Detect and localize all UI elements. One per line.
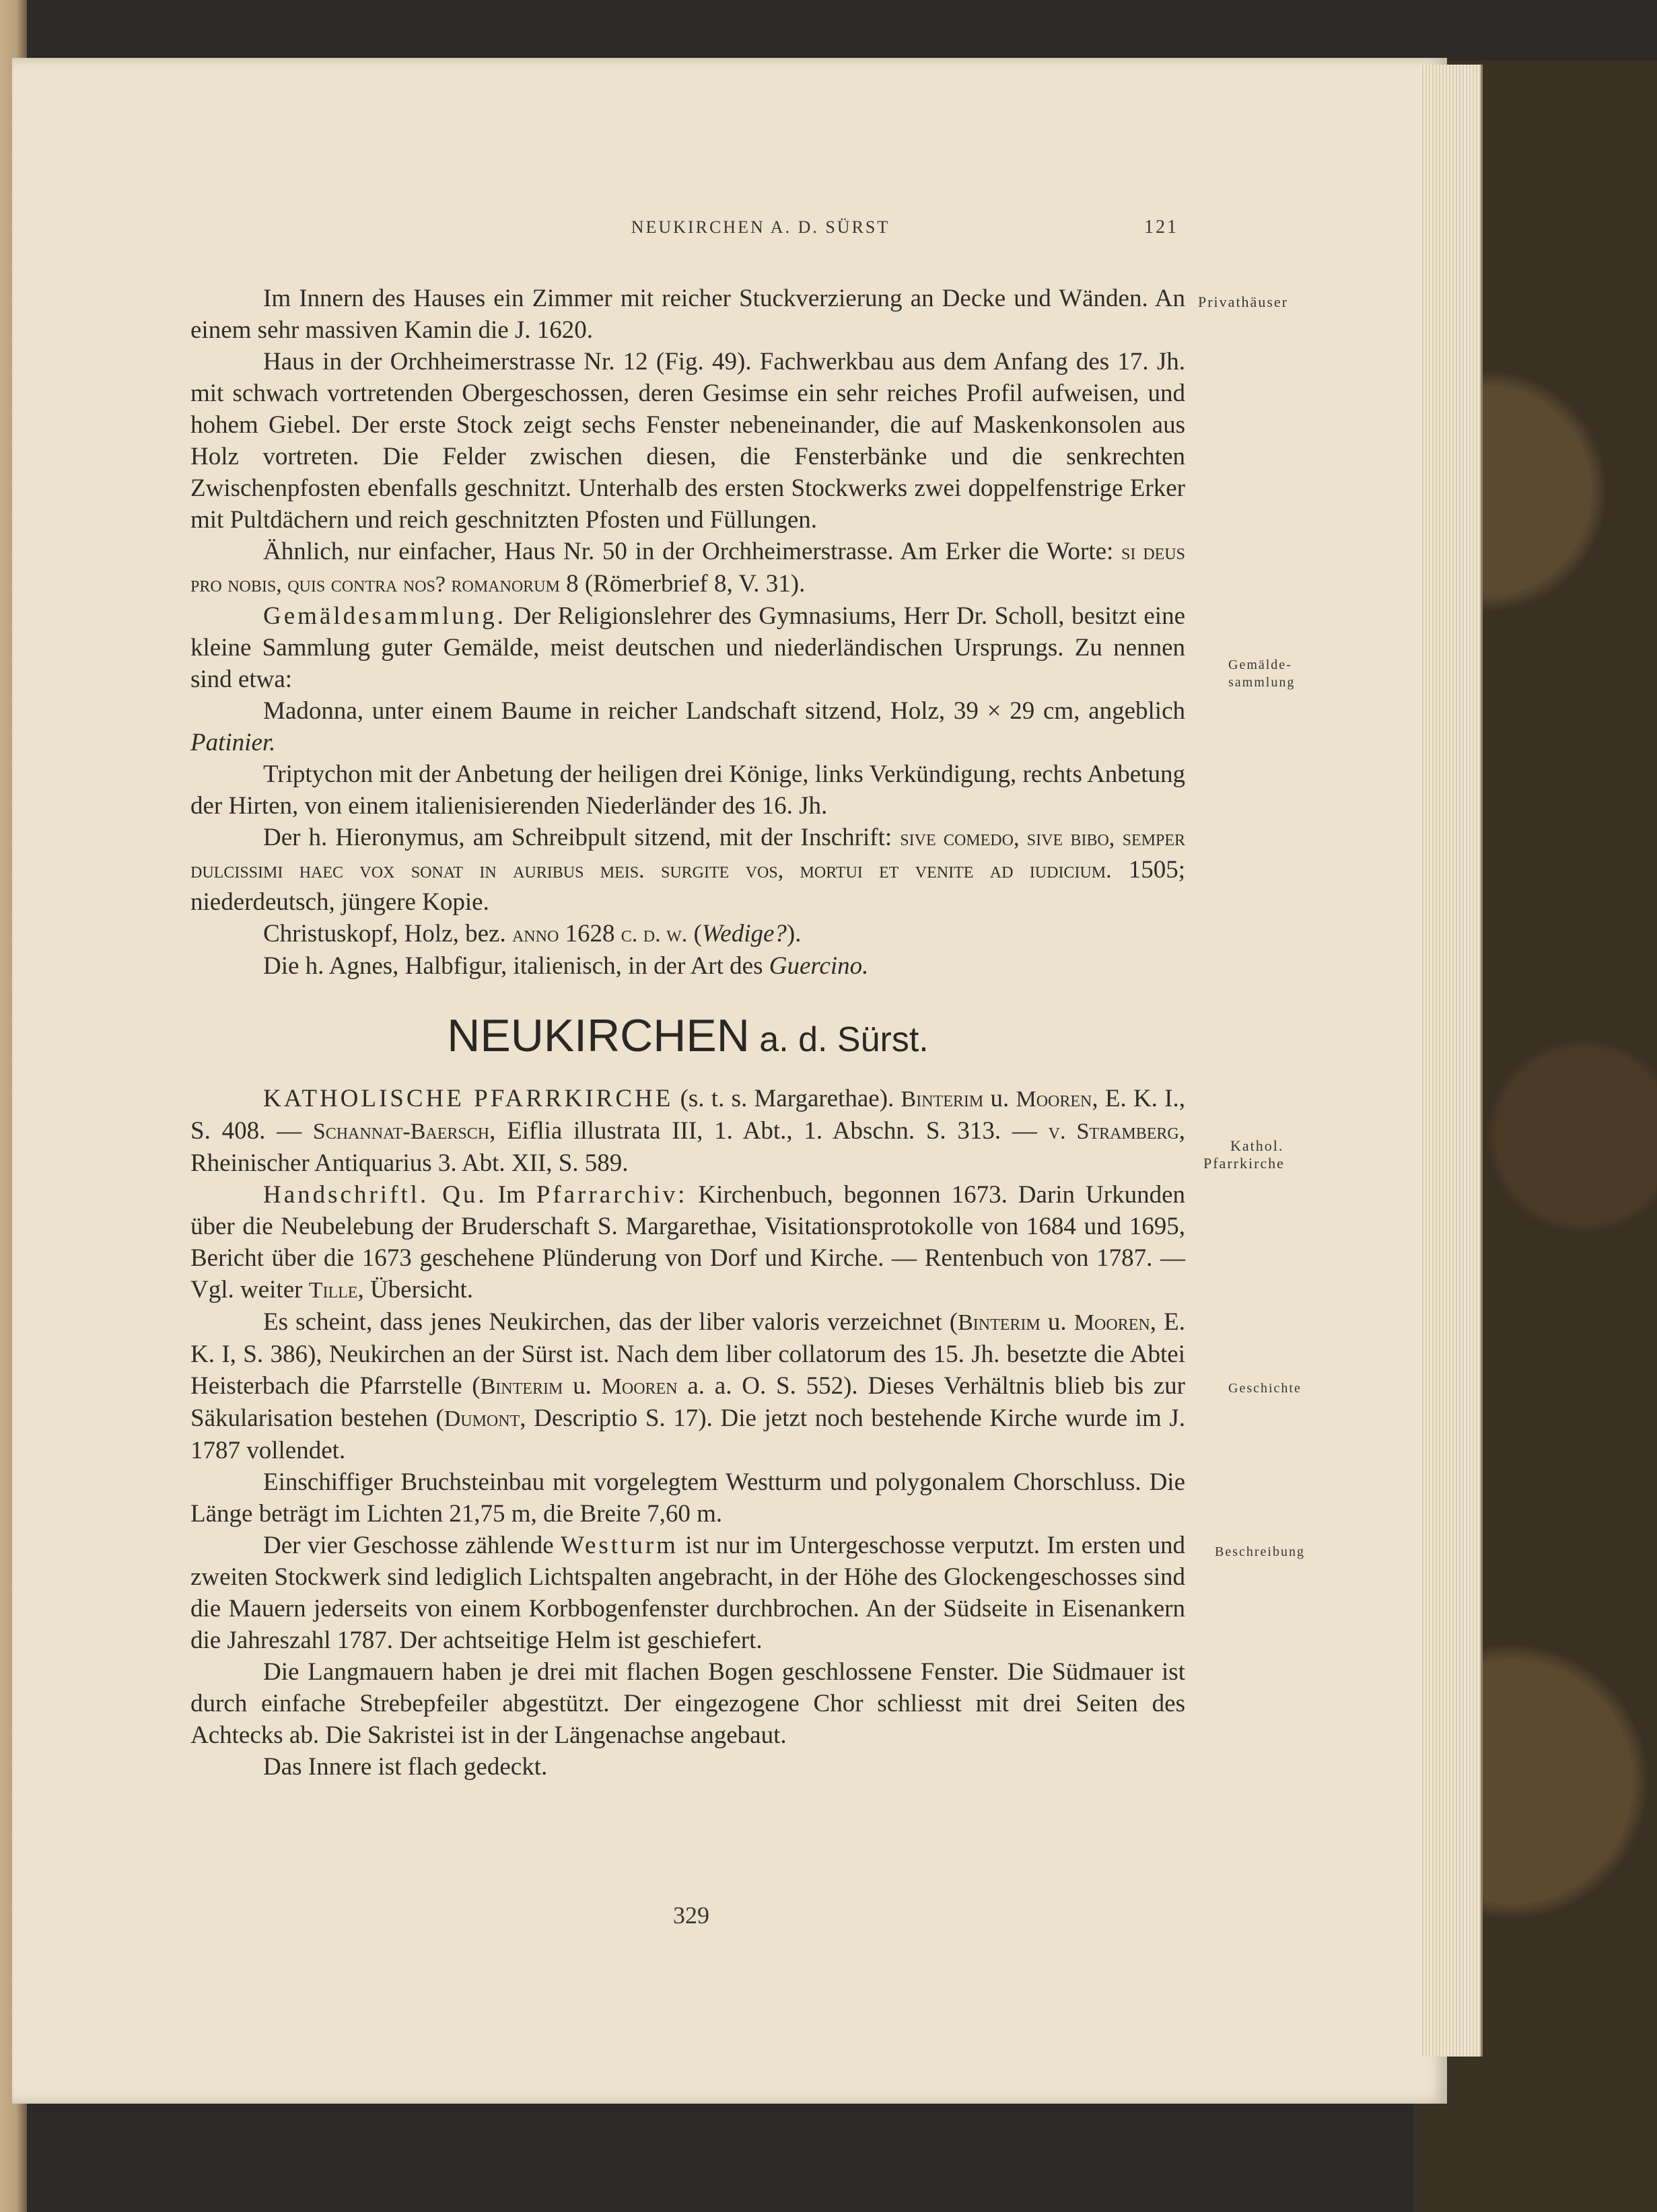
margin-note-beschreibung: Beschreibung	[1215, 1544, 1305, 1559]
page-body	[190, 283, 1185, 1783]
paragraph: Handschriftl. Qu. Im Pfarrarchiv: Kirchenbuch, begonnen 1673. Darin Urkunden über die Neubelebung der Bruderschaft S. Margarethae, Visitationsprotokolle von 1684 und 1695, Bericht über die 1673 geschehene Plünderung von Dorf und Kirche. — Rentenbuch von 1787. — Vgl. weiter Tille, Übersicht.	[190, 1181, 1185, 1304]
paragraph: Es scheint, dass jenes Neukirchen, das der liber valoris verzeichnet (Binterim u. Mooren, E. K. I, S. 386), Neukirchen an der Sürst ist. Nach dem liber collatorum des 15. Jh. besetzte die Abtei Heisterbach die Pfarrstelle (Binterim u. Mooren a. a. O. S. 552). Dieses Verhältnis blieb bis zur Säkularisation bestehen (Dumont, Descriptio S. 17). Die jetzt noch bestehende Kirche wurde im J. 1787 vollendet.	[190, 1308, 1186, 1464]
margin-note-kathol-line2: Pfarrkirche	[1203, 1155, 1285, 1172]
paragraph: Im Innern des Hauses ein Zimmer mit reicher Stuckverzierung an Decke und Wänden. An einem sehr massiven Kamin die J. 1620.	[190, 285, 1185, 344]
paragraph: Ähnlich, nur einfacher, Haus Nr. 50 in der Orchheimerstrasse. Am Erker die Worte: si deus pro nobis, quis contra nos? romanorum 8 (Römerbrief 8, V. 31).	[190, 538, 1185, 598]
page-edges	[1420, 65, 1483, 2057]
margin-note-gemaelde	[1228, 656, 1363, 691]
margin-note-kathol	[1203, 1137, 1365, 1172]
paragraph: Der vier Geschosse zählende Westturm ist nur im Untergeschosse verputzt. Im ersten und zweiten Stockwerk sind lediglich Lichtspalten angebracht, in der Höhe des Glockengeschosses sind die Mauern jederseits von einem Korbbogenfenster durchbrochen. An der Südseite in Eisenankern die Jahreszahl 1787. Der achtseitige Helm ist geschiefert.	[190, 1532, 1185, 1654]
running-head: NEUKIRCHEN A. D. SÜRST	[631, 217, 890, 237]
paragraph: Triptychon mit der Anbetung der heiligen drei Könige, links Verkündigung, rechts Anbetung der Hirten, von einem italienisierenden Niederländer des 16. Jh.	[190, 760, 1185, 820]
paragraph: Das Innere ist flach gedeckt.	[263, 1753, 548, 1781]
paragraph: Die h. Agnes, Halbfigur, italienisch, in der Art des Guercino.	[263, 952, 869, 980]
paragraph: Gemäldesammlung. Der Religionslehrer des Gymnasiums, Herr Dr. Scholl, besitzt eine kleine Sammlung guter Gemälde, meist deutschen und niederländischen Ursprungs. Zu nennen sind etwa:	[190, 602, 1185, 693]
paragraph: Der h. Hieronymus, am Schreibpult sitzend, mit der Inschrift: sive comedo, sive bibo, semper dulcissimi haec vox sonat in auribus meis. surgite vos, mortui et venite ad iudicium. 1505; niederdeutsch, jüngere Kopie.	[190, 824, 1186, 916]
paragraph: Einschiffiger Bruchsteinbau mit vorgelegtem Westturm und polygonalem Chorschluss. Die Länge beträgt im Lichten 21,75 m, die Breite 7,60 m.	[190, 1468, 1185, 1528]
paragraph: Christuskopf, Holz, bez. anno 1628 c. d. w. (Wedige?).	[263, 920, 802, 948]
section-heading: NEUKIRCHEN a. d. Sürst.	[447, 1010, 929, 1061]
margin-note-geschichte: Geschichte	[1228, 1381, 1302, 1396]
page-number-top: 121	[1144, 217, 1178, 238]
margin-note-gemaelde-line2: sammlung	[1228, 675, 1296, 690]
margin-note-gemaelde-line1: Gemälde-	[1228, 657, 1292, 672]
paragraph: Haus in der Orchheimerstrasse Nr. 12 (Fig. 49). Fachwerkbau aus dem Anfang des 17. Jh. mit schwach vortretenden Obergeschossen, deren Gesimse ein sehr reiches Profil aufweisen, und hohem Giebel. Der erste Stock zeigt sechs Fenster nebeneinander, die auf Maskenkonsolen aus Holz vortreten. Die Felder zwischen diesen, die Fensterbänke und die senkrechten Zwischenpfosten ebenfalls geschnitzt. Unterhalb des ersten Stockwerks zwei doppelfenstrige Erker mit Pultdächern und reich geschnitzten Pfosten und Füllungen.	[190, 348, 1185, 534]
paragraph: KATHOLISCHE PFARRKIRCHE (s. t. s. Margarethae). Binterim u. Mooren, E. K. I., S. 408. — Schannat-Baersch, Eiflia illustrata III, 1. Abt., 1. Abschn. S. 313. — v. Stramberg, Rheinischer Antiquarius 3. Abt. XII, S. 589.	[190, 1085, 1186, 1177]
margin-note-kathol-line1: Kathol.	[1230, 1137, 1284, 1154]
margin-note-privathaeuser: Privathäuser	[1198, 293, 1288, 310]
page-number-bottom: 329	[673, 1902, 709, 1929]
paragraph: Madonna, unter einem Baume in reicher Landschaft sitzend, Holz, 39 × 29 cm, angeblich Patinier.	[190, 697, 1185, 756]
paragraph: Die Langmauern haben je drei mit flachen Bogen geschlossene Fenster. Die Südmauer ist durch einfache Strebepfeiler abgestützt. Der eingezogene Chor schliesst mit drei Seiten des Achtecks ab. Die Sakristei ist in der Längenachse angebaut.	[190, 1658, 1185, 1749]
